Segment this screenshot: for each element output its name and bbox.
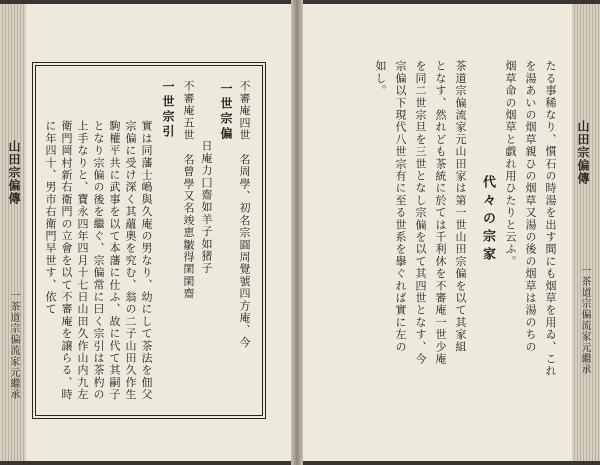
left-edge-title: 山田宗偏傳 bbox=[7, 140, 21, 205]
right-edge-section: 一茶道宗偏流家元繼承 bbox=[579, 265, 590, 375]
left-edge-section: 一茶道宗偏流家元繼承 bbox=[8, 290, 19, 400]
section-line-4: 宗偏以下現代八世宗有に至る世系を擧ぐれば實に左の bbox=[394, 60, 407, 353]
left-column-3: 不審庵五世 名曾學又名竣恵皺得閑閑齋 bbox=[182, 80, 195, 300]
right-page-edges bbox=[572, 4, 600, 461]
section-line-3: を同二世宗旦を三世となし宗偏を以て其四世となす、今 bbox=[414, 60, 427, 365]
right-paragraph-line-3: 烟草命の烟草と戯れ用ひたりと云ふ。 bbox=[504, 60, 517, 268]
book-gutter bbox=[291, 0, 303, 465]
left-column-1: 不審庵四世 名周學、初名宗圓周覺號四方庵、今 bbox=[238, 80, 251, 349]
generation-heading-1: 一世宗偏 bbox=[219, 82, 233, 142]
section-heading: 代々の宗家 bbox=[480, 175, 495, 265]
section-line-2: となす、然れども茶統に於ては千利休を不審庵一世少庵 bbox=[434, 60, 447, 365]
right-paragraph-line-1: たる事稀なり、慣石の時湯を出す間にも烟草を用ゐ、これ bbox=[544, 60, 557, 378]
right-paragraph-line-2: を湯あいの烟草親ひの烟草又湯の後の烟草は湯のちの bbox=[524, 60, 537, 353]
right-edge-title: 山田宗偏傳 bbox=[576, 120, 590, 185]
section-line-5: 如し。 bbox=[374, 60, 387, 97]
generation-1-body: 日庵力囗齋如羊子如猪子 bbox=[200, 140, 213, 275]
generation-heading-2: 一世宗引 bbox=[161, 80, 175, 140]
generation-2-body: 實は同藩士嶋與久庵の男なり、幼にして茶法を佃父宗偏に受け深く其蘊奧を究む、翁の二子山田久作生駒權平共に武事を以て本藩に仕ふ、故に代て其嗣子となり宗偏の後を繼ぐ、宗偏常に曰く宗引は茶杓の上手なりと、寶永四年四月十七日山田久作山内九左衛門岡村新右衛門の立會を以て不審庵を譲らる、時に年四十、男市右衛門早世す、依て bbox=[44, 120, 153, 401]
section-line-1: 茶道宗偏流家元山田家は第一世山田宗偏を以て其家組 bbox=[454, 60, 467, 353]
